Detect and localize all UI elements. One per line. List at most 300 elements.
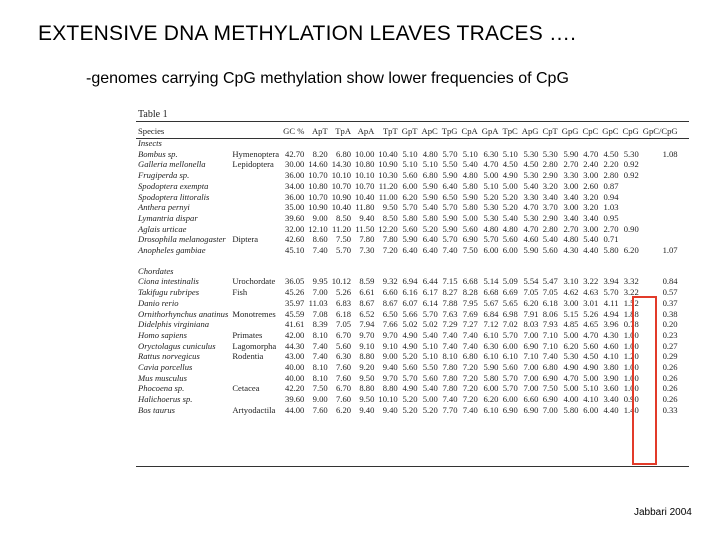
value-cell: 6.20	[563, 340, 579, 351]
value-cell: 34.00	[285, 180, 305, 191]
value-cell: 7.60	[336, 362, 352, 373]
value-cell: 7.60	[336, 372, 352, 383]
value-cell: 5.67	[483, 297, 499, 308]
column-header: TpA	[335, 126, 352, 136]
value-cell: 7.12	[483, 319, 499, 330]
value-cell: 6.10	[483, 351, 499, 362]
column-header: TpT	[382, 126, 398, 136]
taxon-cell: Hymenoptera	[232, 148, 280, 159]
value-cell: 2.80	[542, 159, 558, 170]
column-header: Species	[138, 126, 165, 136]
value-cell: 7.60	[312, 404, 328, 415]
value-cell: 11.50	[355, 223, 375, 234]
value-cell: 5.90	[483, 362, 499, 373]
column-header: CpA	[461, 126, 478, 136]
value-cell: 4.90	[583, 362, 599, 373]
value-cell: 8.60	[312, 234, 328, 245]
group-label: Chordates	[138, 265, 174, 276]
value-cell: 4.60	[523, 234, 539, 245]
value-cell: 5.40	[422, 383, 438, 394]
value-cell: 0.71	[603, 234, 619, 245]
value-cell: 0.26	[662, 372, 678, 383]
value-cell: 0.29	[662, 351, 678, 362]
value-cell: 5.70	[442, 234, 458, 245]
value-cell: 39.60	[285, 212, 305, 223]
column-header: TpG	[441, 126, 458, 136]
value-cell: 7.00	[523, 362, 539, 373]
value-cell: 32.00	[285, 223, 305, 234]
value-cell: 36.00	[285, 170, 305, 181]
value-cell: 10.10	[331, 170, 352, 181]
value-cell: 4.70	[523, 223, 539, 234]
value-cell: 45.59	[285, 308, 305, 319]
value-cell: 8.10	[312, 362, 328, 373]
table-row	[136, 394, 680, 405]
value-cell: 5.60	[462, 223, 478, 234]
value-cell: 6.30	[483, 340, 499, 351]
value-cell: 6.70	[336, 329, 352, 340]
taxon-cell: Monotremes	[232, 308, 276, 319]
value-cell: 0.92	[623, 159, 639, 170]
value-cell: 5.70	[502, 329, 518, 340]
species-cell: Aglais urticae	[138, 223, 187, 234]
value-cell: 5.40	[422, 202, 438, 213]
table-caption: Table 1	[138, 109, 168, 120]
value-cell: 4.90	[402, 383, 418, 394]
value-cell: 6.20	[336, 404, 352, 415]
taxon-cell	[230, 202, 281, 213]
value-cell: 0.26	[662, 383, 678, 394]
value-cell: 9.40	[382, 404, 398, 415]
value-cell: 4.63	[583, 287, 599, 298]
value-cell: 5.80	[402, 212, 418, 223]
value-cell: 6.16	[402, 287, 418, 298]
value-cell: 8.06	[542, 308, 558, 319]
taxon-cell	[230, 181, 281, 192]
value-cell: 5.90	[422, 180, 438, 191]
value-cell: 7.20	[462, 372, 478, 383]
value-cell: 2.70	[563, 159, 579, 170]
column-header: GpC/CpG	[642, 126, 678, 136]
value-cell: 4.10	[603, 351, 619, 362]
species-cell: Phocoena sp.	[138, 383, 185, 394]
value-cell: 3.40	[603, 394, 619, 405]
value-cell: 3.20	[542, 180, 558, 191]
value-cell: 6.00	[483, 383, 499, 394]
value-cell: 10.90	[308, 202, 328, 213]
value-cell: 6.98	[502, 308, 518, 319]
table-row	[136, 373, 680, 384]
table-row	[136, 309, 680, 320]
value-cell: 40.00	[285, 362, 305, 373]
value-cell: 7.40	[542, 351, 558, 362]
table-row	[136, 192, 680, 203]
value-cell: 0.90	[623, 394, 639, 405]
value-cell: 4.62	[563, 287, 579, 298]
value-cell: 6.00	[502, 245, 518, 256]
value-cell: 7.05	[336, 319, 352, 330]
value-cell: 6.84	[483, 308, 499, 319]
value-cell: 35.97	[285, 297, 305, 308]
value-cell: 5.90	[442, 170, 458, 181]
value-cell: 7.50	[462, 245, 478, 256]
value-cell: 7.20	[382, 245, 398, 256]
value-cell: 4.70	[523, 202, 539, 213]
value-cell: 3.40	[563, 191, 579, 202]
value-cell: 4.10	[583, 394, 599, 405]
value-cell: 7.08	[312, 308, 328, 319]
value-cell: 3.40	[563, 212, 579, 223]
species-cell: Spodoptera littoralis	[138, 191, 210, 202]
value-cell: 9.40	[359, 212, 375, 223]
value-cell: 5.90	[442, 223, 458, 234]
value-cell: 5.10	[462, 148, 478, 159]
value-cell: 8.10	[312, 329, 328, 340]
value-cell: 6.69	[502, 287, 518, 298]
value-cell: 6.61	[359, 287, 375, 298]
taxon-cell: Diptera	[232, 234, 259, 245]
value-cell: 6.18	[542, 297, 558, 308]
species-cell: Bos taurus	[138, 404, 176, 415]
value-cell: 7.80	[382, 234, 398, 245]
taxon-cell	[230, 192, 281, 203]
table-row	[136, 224, 680, 235]
species-cell: Danio rerio	[138, 297, 179, 308]
value-cell: 7.80	[442, 362, 458, 373]
value-cell: 4.80	[502, 223, 518, 234]
value-cell: 7.30	[359, 245, 375, 256]
value-cell: 6.30	[336, 351, 352, 362]
value-cell: 1.20	[623, 351, 639, 362]
value-cell: 5.80	[483, 372, 499, 383]
group-header-row	[136, 266, 680, 277]
value-cell: 41.61	[285, 319, 305, 330]
value-cell: 5.90	[402, 234, 418, 245]
value-cell: 5.80	[603, 245, 619, 256]
value-cell: 0.26	[662, 362, 678, 373]
value-cell: 5.80	[462, 202, 478, 213]
value-cell: 0.23	[662, 329, 678, 340]
value-cell: 10.40	[355, 191, 375, 202]
value-cell: 12.10	[308, 223, 328, 234]
value-cell: 14.30	[331, 159, 352, 170]
value-cell: 3.00	[563, 202, 579, 213]
value-cell: 5.20	[422, 404, 438, 415]
group-header-row	[136, 138, 680, 149]
value-cell: 36.00	[285, 191, 305, 202]
value-cell: 3.90	[603, 372, 619, 383]
table-row	[136, 202, 680, 213]
value-cell: 2.80	[603, 170, 619, 181]
value-cell: 5.02	[402, 319, 418, 330]
value-cell: 7.66	[382, 319, 398, 330]
value-cell: 5.60	[502, 234, 518, 245]
value-cell: 6.60	[382, 287, 398, 298]
value-cell: 6.50	[442, 191, 458, 202]
value-cell: 5.26	[336, 287, 352, 298]
cpg-column-highlight	[632, 296, 657, 465]
value-cell: 0.20	[662, 319, 678, 330]
value-cell: 5.30	[542, 148, 558, 159]
column-header: GpG	[561, 126, 579, 136]
value-cell: 5.10	[502, 148, 518, 159]
value-cell: 6.80	[422, 170, 438, 181]
value-cell: 8.50	[382, 212, 398, 223]
value-cell: 8.03	[523, 319, 539, 330]
value-cell: 3.00	[563, 297, 579, 308]
species-cell: Mus musculus	[138, 372, 187, 383]
value-cell: 7.40	[442, 329, 458, 340]
value-cell: 4.85	[563, 319, 579, 330]
value-cell: 3.40	[542, 191, 558, 202]
value-cell: 7.91	[523, 308, 539, 319]
value-cell: 5.50	[422, 362, 438, 373]
value-cell: 9.00	[382, 351, 398, 362]
species-cell: Lymantria dispar	[138, 212, 198, 223]
value-cell: 7.94	[359, 319, 375, 330]
value-cell: 9.70	[359, 329, 375, 340]
value-cell: 2.40	[583, 159, 599, 170]
value-cell: 5.66	[402, 308, 418, 319]
value-cell: 7.00	[542, 404, 558, 415]
value-cell: 7.20	[462, 383, 478, 394]
value-cell: 4.90	[402, 329, 418, 340]
value-cell: 3.30	[563, 170, 579, 181]
value-cell: 2.20	[603, 159, 619, 170]
value-cell: 5.40	[462, 159, 478, 170]
column-header: GpT	[401, 126, 418, 136]
value-cell: 6.20	[623, 245, 639, 256]
value-cell: 4.50	[523, 159, 539, 170]
value-cell: 5.60	[422, 372, 438, 383]
taxon-cell	[230, 362, 281, 373]
value-cell: 7.80	[442, 383, 458, 394]
value-cell: 3.60	[603, 383, 619, 394]
value-cell: 7.40	[442, 340, 458, 351]
value-cell: 2.90	[542, 170, 558, 181]
value-cell: 6.44	[422, 276, 438, 287]
value-cell: 3.22	[583, 276, 599, 287]
value-cell: 7.00	[523, 383, 539, 394]
value-cell: 1.00	[623, 329, 639, 340]
value-cell: 7.40	[462, 329, 478, 340]
species-cell: Oryctolagus cuniculus	[138, 340, 216, 351]
value-cell: 42.60	[285, 234, 305, 245]
value-cell: 6.14	[422, 297, 438, 308]
value-cell: 4.70	[583, 148, 599, 159]
table-row	[136, 245, 680, 256]
table-row	[136, 298, 680, 309]
value-cell: 7.02	[502, 319, 518, 330]
value-cell: 5.50	[442, 159, 458, 170]
value-cell: 4.90	[563, 362, 579, 373]
value-cell: 7.40	[312, 351, 328, 362]
value-cell: 6.90	[542, 394, 558, 405]
value-cell: 5.10	[422, 340, 438, 351]
value-cell: 6.17	[422, 287, 438, 298]
value-cell: 0.95	[603, 212, 619, 223]
value-cell: 5.54	[523, 276, 539, 287]
column-header: GC %	[283, 126, 305, 136]
value-cell: 5.00	[422, 394, 438, 405]
value-cell: 6.80	[542, 362, 558, 373]
value-cell: 6.40	[442, 180, 458, 191]
value-cell: 6.40	[422, 234, 438, 245]
value-cell: 0.26	[662, 394, 678, 405]
value-cell: 5.10	[402, 148, 418, 159]
value-cell: 5.10	[402, 159, 418, 170]
value-cell: 10.30	[378, 170, 398, 181]
value-cell: 7.60	[336, 394, 352, 405]
value-cell: 6.90	[502, 404, 518, 415]
value-cell: 4.00	[563, 394, 579, 405]
value-cell: 6.90	[523, 340, 539, 351]
value-cell: 9.95	[312, 276, 328, 287]
value-cell: 7.10	[542, 340, 558, 351]
value-cell: 0.94	[603, 191, 619, 202]
value-cell: 4.70	[483, 159, 499, 170]
value-cell: 0.87	[603, 180, 619, 191]
value-cell: 1.40	[623, 404, 639, 415]
value-cell: 5.80	[462, 180, 478, 191]
value-cell: 10.70	[331, 180, 352, 191]
taxon-cell	[230, 319, 281, 330]
value-cell: 5.00	[563, 329, 579, 340]
value-cell: 5.60	[542, 245, 558, 256]
value-cell: 3.40	[583, 212, 599, 223]
value-cell: 4.90	[502, 170, 518, 181]
table-body	[136, 138, 680, 416]
value-cell: 12.20	[378, 223, 398, 234]
value-cell: 7.80	[359, 234, 375, 245]
value-cell: 3.10	[563, 276, 579, 287]
value-cell: 7.40	[312, 245, 328, 256]
value-cell: 10.40	[331, 202, 352, 213]
value-cell: 10.40	[378, 148, 398, 159]
taxon-cell: Lepidoptera	[232, 159, 274, 170]
value-cell: 4.94	[603, 308, 619, 319]
value-cell: 5.10	[422, 159, 438, 170]
table-top-rule	[136, 121, 689, 122]
value-cell: 6.90	[523, 404, 539, 415]
value-cell: 7.27	[462, 319, 478, 330]
taxon-cell	[230, 394, 281, 405]
value-cell: 2.90	[542, 212, 558, 223]
value-cell: 4.11	[603, 297, 619, 308]
value-cell: 5.20	[502, 202, 518, 213]
value-cell: 5.00	[583, 372, 599, 383]
value-cell: 9.50	[359, 372, 375, 383]
value-cell: 8.20	[312, 148, 328, 159]
table-row	[136, 287, 680, 298]
value-cell: 11.03	[308, 297, 328, 308]
value-cell: 7.00	[523, 372, 539, 383]
value-cell: 9.70	[382, 329, 398, 340]
value-cell: 4.80	[483, 223, 499, 234]
value-cell: 5.30	[523, 148, 539, 159]
value-cell: 5.10	[422, 351, 438, 362]
value-cell: 6.10	[502, 351, 518, 362]
value-cell: 8.28	[462, 287, 478, 298]
value-cell: 40.00	[285, 372, 305, 383]
value-cell: 8.27	[442, 287, 458, 298]
value-cell: 3.00	[583, 170, 599, 181]
value-cell: 8.39	[312, 319, 328, 330]
column-header: ApT	[311, 126, 328, 136]
table-bottom-rule	[136, 466, 689, 467]
value-cell: 3.20	[583, 202, 599, 213]
value-cell: 7.40	[442, 394, 458, 405]
value-cell: 3.20	[583, 191, 599, 202]
value-cell: 4.80	[462, 170, 478, 181]
value-cell: 42.70	[285, 148, 305, 159]
table-row	[136, 362, 680, 373]
value-cell: 6.20	[402, 191, 418, 202]
species-cell: Cavia porcellus	[138, 362, 193, 373]
value-cell: 5.30	[623, 148, 639, 159]
slide-title: EXTENSIVE DNA METHYLATION LEAVES TRACES ….	[38, 22, 577, 45]
value-cell: 5.90	[462, 191, 478, 202]
value-cell: 5.20	[483, 191, 499, 202]
value-cell: 3.22	[623, 287, 639, 298]
value-cell: 5.10	[483, 180, 499, 191]
column-header: CpT	[542, 126, 558, 136]
value-cell: 4.30	[563, 245, 579, 256]
value-cell: 5.30	[483, 202, 499, 213]
value-cell: 10.80	[308, 180, 328, 191]
value-cell: 5.02	[422, 319, 438, 330]
value-cell: 11.20	[378, 180, 398, 191]
taxon-cell	[230, 245, 281, 256]
value-cell: 6.70	[336, 383, 352, 394]
value-cell: 7.95	[462, 297, 478, 308]
column-header: ApG	[521, 126, 539, 136]
value-cell: 6.80	[336, 148, 352, 159]
value-cell: 3.94	[603, 276, 619, 287]
column-header: ApC	[421, 126, 438, 136]
value-cell: 5.60	[402, 362, 418, 373]
column-header: GpA	[481, 126, 499, 136]
value-cell: 5.70	[603, 287, 619, 298]
value-cell: 5.30	[563, 351, 579, 362]
value-cell: 3.70	[542, 202, 558, 213]
value-cell: 10.70	[308, 191, 328, 202]
value-cell: 8.50	[336, 212, 352, 223]
table-header-row	[136, 124, 680, 138]
value-cell: 4.65	[583, 319, 599, 330]
value-cell: 14.60	[308, 159, 328, 170]
table-row	[136, 234, 680, 245]
value-cell: 5.40	[422, 329, 438, 340]
value-cell: 5.60	[502, 362, 518, 373]
value-cell: 5.70	[442, 202, 458, 213]
value-cell: 5.70	[402, 372, 418, 383]
species-cell: Halichoerus sp.	[138, 394, 193, 405]
value-cell: 6.10	[483, 404, 499, 415]
value-cell: 7.00	[523, 329, 539, 340]
value-cell: 9.40	[382, 362, 398, 373]
value-cell: 1.88	[623, 308, 639, 319]
value-cell: 5.26	[583, 308, 599, 319]
value-cell: 45.10	[285, 245, 305, 256]
value-cell: 5.65	[502, 297, 518, 308]
value-cell: 5.00	[462, 212, 478, 223]
species-cell: Frugiperda sp.	[138, 170, 190, 181]
value-cell: 5.70	[502, 372, 518, 383]
value-cell: 7.00	[312, 287, 328, 298]
value-cell: 6.07	[402, 297, 418, 308]
value-cell: 5.30	[523, 170, 539, 181]
